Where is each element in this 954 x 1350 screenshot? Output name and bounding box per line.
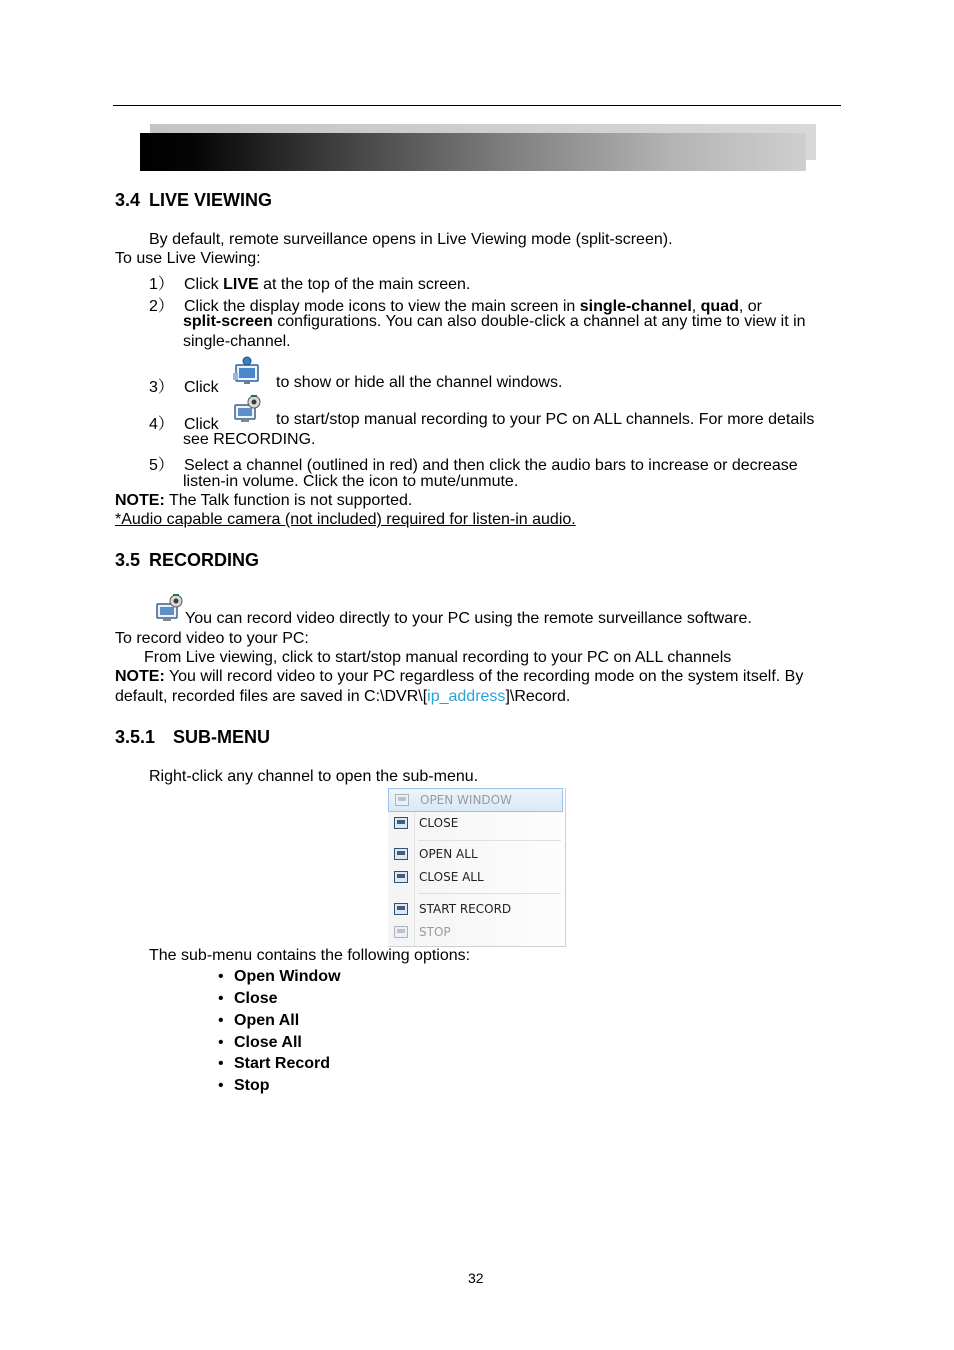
menu-separator: [418, 840, 561, 841]
header-rule: [113, 105, 841, 106]
channel-windows-icon: [231, 355, 263, 387]
step-3-text: to show or hide all the channel windows.: [276, 374, 563, 391]
option-start-record: • Start Record: [218, 1055, 331, 1072]
option-open-window: • Open Window: [218, 968, 341, 985]
record-pc-icon: [231, 393, 263, 425]
window-icon: [394, 926, 408, 938]
window-icon: [394, 903, 408, 915]
record-icon: [153, 592, 185, 624]
step-5-line2: listen-in volume. Click the icon to mute/unmute.: [183, 473, 519, 490]
audio-note: *Audio capable camera (not included) required for listen-in audio.: [115, 511, 576, 528]
section-heading-sub-menu: 3.5.1 SUB-MENU: [115, 727, 271, 747]
window-icon: [395, 794, 409, 806]
step-1: 1） Click LIVE at the top of the main screen.: [149, 276, 471, 293]
menu-item-open-all[interactable]: OPEN ALL: [388, 843, 563, 865]
page-number: 32: [468, 1270, 484, 1286]
step-3: 3） Click: [149, 379, 219, 396]
window-icon: [394, 871, 408, 883]
step-2-line2: split-screen configurations. You can also double-click a channel at any time to view it in: [183, 313, 806, 330]
recording-note-line2: default, recorded files are saved in C:\DVR\[ip_address]\Record.: [115, 688, 571, 705]
sub-menu-contains: The sub-menu contains the following options:: [149, 947, 471, 964]
window-icon: [394, 817, 408, 829]
section-heading-live-viewing: 3.4 LIVE VIEWING: [115, 190, 273, 210]
step-4-line2: see RECORDING.: [183, 431, 316, 448]
menu-item-close-all[interactable]: CLOSE ALL: [388, 866, 563, 888]
to-record-label: To record video to your PC:: [115, 630, 309, 647]
context-menu: [388, 788, 566, 947]
recording-note: NOTE: You will record video to your PC regardless of the recording mode on the system itself. By: [115, 668, 804, 685]
option-close-all: • Close All: [218, 1034, 302, 1051]
live-viewing-intro: By default, remote surveillance opens in Live Viewing mode (split-screen).: [149, 231, 673, 248]
menu-item-close[interactable]: CLOSE: [388, 812, 563, 834]
talk-note: NOTE: The Talk function is not supported.: [115, 492, 413, 509]
recording-intro: You can record video directly to your PC using the remote surveillance software.: [185, 610, 752, 627]
option-close: • Close: [218, 990, 278, 1007]
step-2-line3: single-channel.: [183, 333, 291, 350]
window-icon: [394, 848, 408, 860]
step-4: 4） Click: [149, 416, 219, 433]
header-banner: [140, 133, 806, 171]
option-open-all: • Open All: [218, 1012, 300, 1029]
menu-item-stop[interactable]: STOP: [388, 921, 563, 943]
step-5: 5） Select a channel (outlined in red) and then click the audio bars to increase or decrease: [149, 457, 798, 474]
option-stop: • Stop: [218, 1077, 270, 1094]
sub-menu-intro: Right-click any channel to open the sub-menu.: [149, 768, 479, 785]
section-heading-recording: 3.5 RECORDING: [115, 550, 260, 570]
menu-item-start-record[interactable]: START RECORD: [388, 898, 563, 920]
to-use-label: To use Live Viewing:: [115, 250, 261, 267]
ip-address-link[interactable]: ip_address: [427, 688, 506, 705]
menu-separator: [418, 893, 561, 894]
step-2: 2） Click the display mode icons to view the main screen in single-channel, quad, or: [149, 298, 762, 315]
menu-item-open-window[interactable]: OPEN WINDOW: [388, 788, 563, 812]
step-4-text: to start/stop manual recording to your PC on ALL channels. For more details: [276, 411, 815, 428]
from-live-viewing: From Live viewing, click to start/stop manual recording to your PC on ALL channels: [144, 649, 732, 666]
